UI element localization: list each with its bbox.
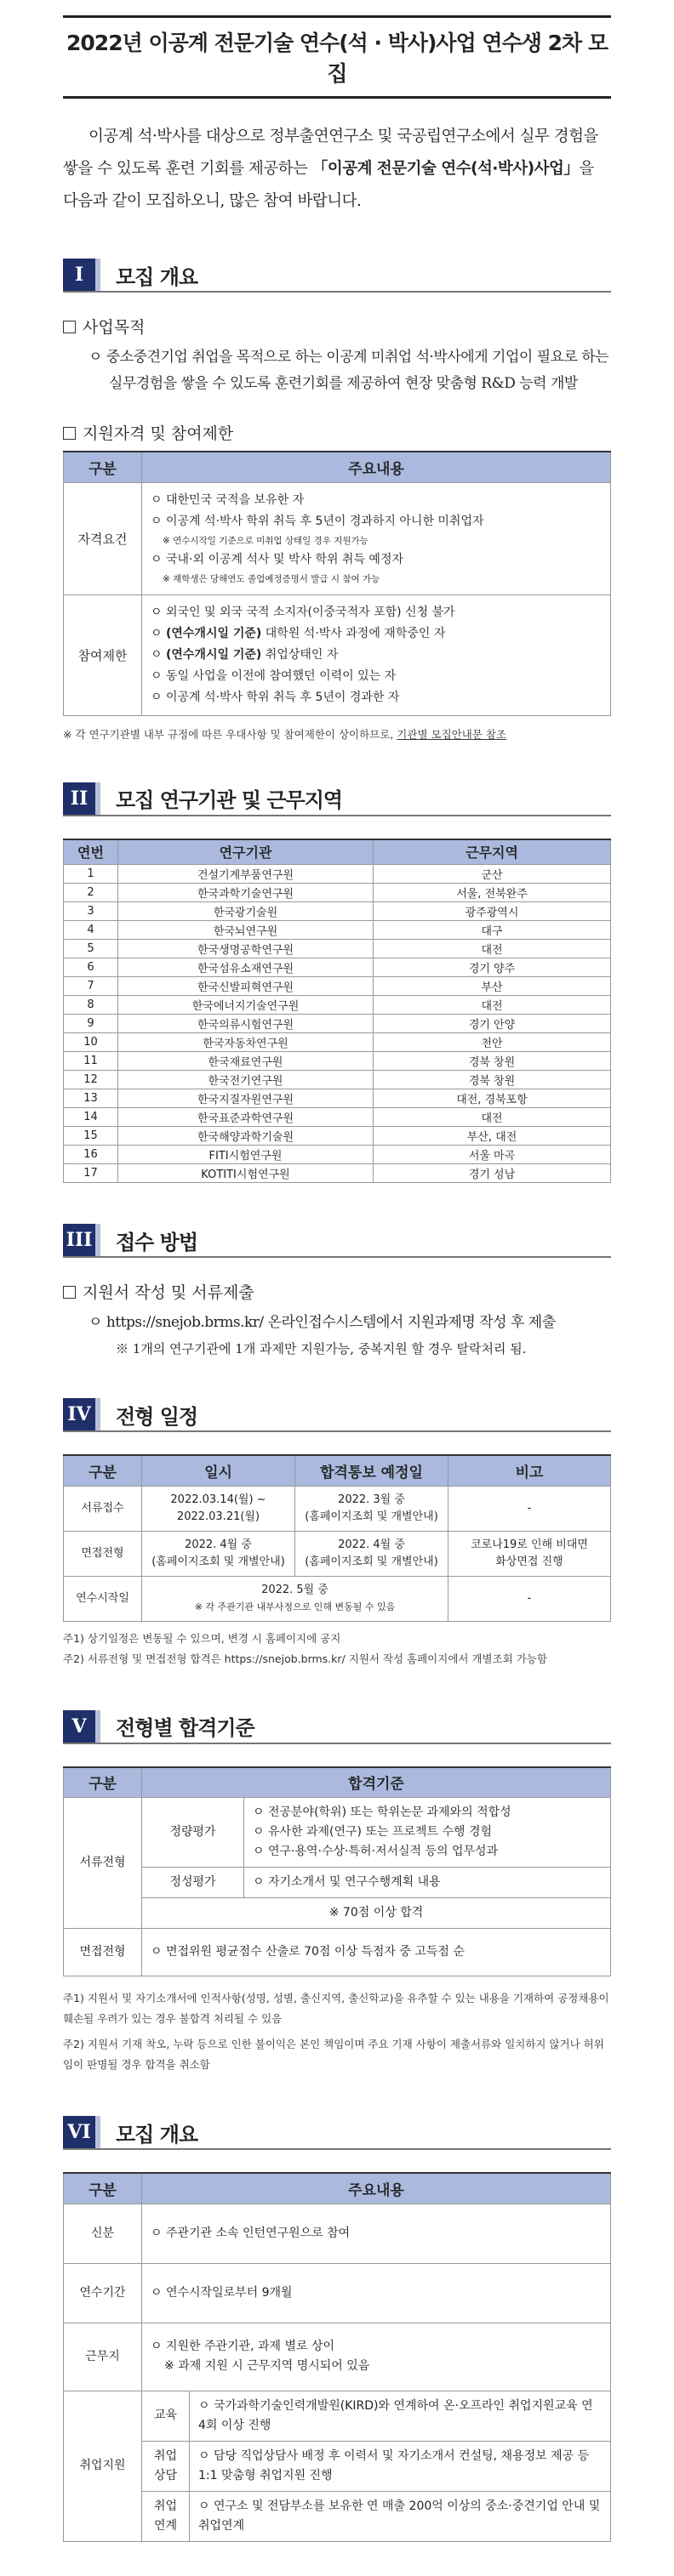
table-header: 구분 <box>64 1455 142 1486</box>
table-header: 근무지역 <box>374 839 611 865</box>
table-row <box>64 1015 611 1033</box>
list-item: ㅇ 연구·용역·수상·특허·저서실적 등의 업무성과 <box>253 1845 499 1858</box>
purpose-text: ㅇ 중소중견기업 취업을 목적으로 하는 이공계 미취업 석·박사에게 기업이 필요로 하는 실무경험을 쌓을 수 있도록 훈련기회를 제공하여 현장 맞춤형 R&D 능력 개발 <box>89 349 609 392</box>
table-row <box>64 2263 611 2323</box>
list-item: ㅇ (연수개시일 기준) 취업상태인 자 <box>151 647 339 662</box>
list-item: ㅇ 유사한 과제(연구) 또는 프로젝트 수행 경험 <box>253 1825 493 1839</box>
row-label: 연수기간 <box>64 2263 142 2323</box>
list-item: ㅇ 이공계 석·박사 학위 취득 후 5년이 경과하지 아니한 미취업자 <box>151 514 484 528</box>
schedule-notice: 2022. 3월 중 (홈페이지조회 및 개별안내) <box>295 1486 448 1531</box>
schedule-footnote-2: 주2) 서류전형 및 면접전형 합격은 https://snejob.brms.kr/ 지원서 작성 홈페이지에서 개별조회 가능함 <box>63 1652 547 1665</box>
footnote-reference: 기관별 모집안내문 참조 <box>397 727 506 741</box>
list-item: ㅇ 대한민국 국적을 보유한 자 <box>151 492 305 507</box>
note-text: ※ 과제 지원 시 근무지역 명시되어 있음 <box>164 2359 370 2373</box>
section-title: 모집 개요 <box>116 2122 198 2147</box>
checkbox-square-icon <box>63 427 76 440</box>
section-number: V <box>63 1710 100 1743</box>
page-title: 2022년 이공계 전문기술 연수(석 · 박사)사업 연수생 2차 모집 <box>66 31 608 86</box>
schedule-notice: 2022. 4월 중 (홈페이지조회 및 개별안내) <box>295 1531 448 1576</box>
sub-label: 취업 연계 <box>142 2491 190 2541</box>
row-label: 자격요건 <box>64 482 142 594</box>
apply-text: ㅇ https://snejob.brms.kr/ 온라인접수시스템에서 지원과제명 작성 후 제출 <box>89 1314 556 1331</box>
table-header: 구분 <box>64 452 142 482</box>
row-content: ㅇ 국가과학기술인력개발원(KIRD)와 연계하여 온·오프라인 취업지원교육 연 4회 이상 진행 <box>190 2391 611 2441</box>
institute-number: 12 <box>64 1071 118 1089</box>
institute-location: 부산 <box>374 977 611 996</box>
section-header-6 <box>63 2116 611 2150</box>
sub-label: 교육 <box>142 2391 190 2441</box>
table-row <box>64 2204 611 2263</box>
table-row <box>64 958 611 977</box>
table-row <box>64 1164 611 1183</box>
note-text: ※ 각 주관기관 내부사정으로 인해 변동될 수 있음 <box>194 1601 396 1612</box>
table-row <box>64 1127 611 1146</box>
table-row <box>64 1576 611 1621</box>
table-row <box>64 2491 611 2541</box>
sub-label: 취업 상담 <box>142 2441 190 2491</box>
checkbox-square-icon <box>63 1286 76 1299</box>
table-row <box>64 940 611 958</box>
institute-location: 대구 <box>374 921 611 940</box>
table-row <box>64 482 611 594</box>
row-content <box>142 594 611 715</box>
institute-name: FITI시험연구원 <box>118 1146 374 1164</box>
schedule-date: 2022. 4월 중 (홈페이지조회 및 개별안내) <box>142 1531 295 1576</box>
qualify-footnote: ※ 각 연구기관별 내부 규정에 따른 우대사항 및 참여제한이 상이하므로, 기관별 모집안내문 참조 <box>63 727 506 741</box>
row-content: ㅇ 자기소개서 및 연구수행계획 내용 <box>244 1868 611 1898</box>
table-row <box>64 865 611 884</box>
institute-name: 한국생명공학연구원 <box>118 940 374 958</box>
row-label: 취업지원 <box>64 2391 142 2541</box>
institute-name: 한국섬유소재연구원 <box>118 958 374 977</box>
institute-number: 11 <box>64 1052 118 1071</box>
row-label: 근무지 <box>64 2323 142 2391</box>
table-row <box>64 1929 611 1976</box>
table-header: 구분 <box>64 2173 142 2204</box>
section-number: IV <box>63 1398 100 1430</box>
institute-number: 5 <box>64 940 118 958</box>
institute-name: 한국에너지기술연구원 <box>118 996 374 1015</box>
institute-name: 한국표준과학연구원 <box>118 1108 374 1127</box>
institute-number: 14 <box>64 1108 118 1127</box>
intro-text-end: 을 다음과 같이 모집하오니, 많은 참여 바랍니다. <box>63 160 594 210</box>
table-header: 연구기관 <box>118 839 374 865</box>
table-row <box>64 1898 611 1929</box>
table-row <box>64 1108 611 1127</box>
pass-criteria: ※ 70점 이상 합격 <box>142 1898 611 1929</box>
row-content: ㅇ 면접위원 평균점수 산출로 70점 이상 득점자 중 고득점 순 <box>142 1929 611 1976</box>
table-row <box>64 1868 611 1898</box>
criteria-table <box>63 1766 611 1977</box>
table-row <box>64 1486 611 1531</box>
institute-name: 건설기계부품연구원 <box>118 865 374 884</box>
list-item: ㅇ (연수개시일 기준) 대학원 석·박사 과정에 재학중인 자 <box>151 626 446 640</box>
section-title: 모집 연구기관 및 근무지역 <box>116 788 343 812</box>
table-row <box>64 1071 611 1089</box>
schedule-remark: - <box>448 1486 611 1531</box>
institute-number: 6 <box>64 958 118 977</box>
list-item: ㅇ 지원한 주관기관, 과제 별로 상이 <box>151 2340 335 2353</box>
institute-name: 한국신발피혁연구원 <box>118 977 374 996</box>
section-header-1 <box>63 259 611 293</box>
table-row <box>64 884 611 902</box>
row-label: 면접전형 <box>64 1929 142 1976</box>
institute-name: KOTITI시험연구원 <box>118 1164 374 1183</box>
table-row <box>64 1531 611 1576</box>
subheading-purpose <box>63 315 611 338</box>
institute-number: 13 <box>64 1089 118 1108</box>
intro-program-name: 「이공계 전문기술 연수(석·박사)사업」 <box>311 160 580 178</box>
list-item: ㅇ 국내·외 이공계 석사 및 박사 학위 취득 예정자 <box>151 552 404 566</box>
section-number: III <box>63 1224 100 1256</box>
section-number: II <box>63 782 100 815</box>
institute-number: 16 <box>64 1146 118 1164</box>
table-header: 구분 <box>64 1767 142 1798</box>
row-label: 서류접수 <box>64 1486 142 1531</box>
intro-paragraph <box>63 121 611 218</box>
institute-name: 한국지질자원연구원 <box>118 1089 374 1108</box>
table-header: 연번 <box>64 839 118 865</box>
table-row <box>64 1033 611 1052</box>
list-item: ㅇ 이공계 석·박사 학위 취득 후 5년이 경과한 자 <box>151 690 400 704</box>
apply-note: ※ 1개의 연구기관에 1개 과제만 지원가능, 중복지원 할 경우 탈락처리 됨. <box>116 1341 527 1356</box>
subheading-qualify <box>63 421 611 444</box>
institute-number: 9 <box>64 1015 118 1033</box>
list-item: ㅇ 동일 사업을 이전에 참여했던 이력이 있는 자 <box>151 668 397 683</box>
schedule-remark: - <box>448 1576 611 1621</box>
section-header-2 <box>63 782 611 816</box>
note-text: ※ 연수시작일 기준으로 미취업 상태일 경우 지원가능 <box>163 535 368 546</box>
subheading-text: 지원자격 및 참여제한 <box>83 424 234 443</box>
institute-number: 1 <box>64 865 118 884</box>
institute-location: 대전 <box>374 1108 611 1127</box>
title-box <box>63 15 611 99</box>
institute-name: 한국과학기술연구원 <box>118 884 374 902</box>
institute-location: 경북 창원 <box>374 1071 611 1089</box>
table-header: 주요내용 <box>142 452 611 482</box>
row-content <box>244 1798 611 1868</box>
section-title: 전형별 합격기준 <box>116 1716 254 1740</box>
table-row <box>64 2391 611 2441</box>
institute-location: 서울, 전북완주 <box>374 884 611 902</box>
institute-name: 한국뇌연구원 <box>118 921 374 940</box>
subheading-text: 사업목적 <box>83 318 146 337</box>
section-number: I <box>63 259 100 291</box>
institute-location: 경북 창원 <box>374 1052 611 1071</box>
table-header: 일시 <box>142 1455 295 1486</box>
overview-table <box>63 2172 611 2542</box>
institute-name: 한국자동차연구원 <box>118 1033 374 1052</box>
institute-location: 경기 안양 <box>374 1015 611 1033</box>
section-title: 모집 개요 <box>116 264 198 289</box>
institute-name: 한국전기연구원 <box>118 1071 374 1089</box>
institute-number: 15 <box>64 1127 118 1146</box>
criteria-footnote-1: 주1) 지원서 및 자기소개서에 인적사항(성명, 성별, 출신지역, 출신학교)을 유추할 수 있는 내용을 기재하여 공정채용이 훼손될 우려가 있는 경우 불합격 처리될 수 있음 <box>63 1992 609 2025</box>
institute-location: 대전 <box>374 940 611 958</box>
subheading-text: 지원서 작성 및 서류제출 <box>83 1283 254 1302</box>
institute-location: 서울 마곡 <box>374 1146 611 1164</box>
section-header-3 <box>63 1224 611 1258</box>
institute-name: 한국광기술원 <box>118 902 374 921</box>
institute-name: 한국재료연구원 <box>118 1052 374 1071</box>
table-row <box>64 1798 611 1868</box>
row-content <box>142 2323 611 2391</box>
intro-text: 이공계 석·박사를 대상으로 정부출연연구소 및 국공립연구소에서 실무 경험을 쌓을 수 있도록 훈련 기회를 제공하는 <box>63 128 598 178</box>
list-item: ㅇ 전공분야(학위) 또는 학위논문 과제와의 적합성 <box>253 1805 511 1819</box>
row-label: 연수시작일 <box>64 1576 142 1621</box>
institute-location: 대전, 경북포항 <box>374 1089 611 1108</box>
institute-number: 8 <box>64 996 118 1015</box>
row-content: ㅇ 연수시작일로부터 9개월 <box>142 2263 611 2323</box>
table-row <box>64 2323 611 2391</box>
institute-name: 한국의류시험연구원 <box>118 1015 374 1033</box>
row-label: 면접전형 <box>64 1531 142 1576</box>
sub-label: 정성평가 <box>142 1868 244 1898</box>
table-row <box>64 902 611 921</box>
schedule-footnote-1: 주1) 상기일정은 변동될 수 있으며, 변경 시 홈페이지에 공지 <box>63 1631 341 1645</box>
section-header-4 <box>63 1398 611 1432</box>
section-title: 접수 방법 <box>116 1230 198 1254</box>
table-header: 주요내용 <box>142 2173 611 2204</box>
schedule-table <box>63 1454 611 1622</box>
institute-number: 3 <box>64 902 118 921</box>
institute-location: 군산 <box>374 865 611 884</box>
checkbox-square-icon <box>63 321 76 333</box>
table-header: 비고 <box>448 1455 611 1486</box>
institute-number: 17 <box>64 1164 118 1183</box>
table-row <box>64 996 611 1015</box>
qualification-table <box>63 451 611 716</box>
table-row <box>64 594 611 715</box>
table-row <box>64 2441 611 2491</box>
table-header: 합격기준 <box>142 1767 611 1798</box>
schedule-start: 2022. 5월 중 ※ 각 주관기관 내부사정으로 인해 변동될 수 있음 <box>142 1576 448 1621</box>
row-content: ㅇ 담당 직업상담사 배정 후 이력서 및 자기소개서 컨설팅, 채용정보 제공 등 1:1 맞춤형 취업지원 진행 <box>190 2441 611 2491</box>
row-label: 참여제한 <box>64 594 142 715</box>
row-content <box>142 482 611 594</box>
sub-label: 정량평가 <box>142 1798 244 1868</box>
institute-location: 경기 성남 <box>374 1164 611 1183</box>
note-text: ※ 재학생은 당해연도 졸업예정증명서 발급 시 참여 가능 <box>163 573 380 584</box>
row-content: ㅇ 주관기관 소속 인턴연구원으로 참여 <box>142 2204 611 2263</box>
institute-number: 7 <box>64 977 118 996</box>
table-row <box>64 1052 611 1071</box>
list-item: ㅇ 외국인 및 외국 국적 소지자(이중국적자 포함) 신청 불가 <box>151 605 455 619</box>
section-header-5 <box>63 1710 611 1744</box>
subheading-apply <box>63 1280 611 1303</box>
institute-number: 10 <box>64 1033 118 1052</box>
institute-location: 경기 양주 <box>374 958 611 977</box>
institute-location: 대전 <box>374 996 611 1015</box>
institute-number: 4 <box>64 921 118 940</box>
table-row <box>64 1089 611 1108</box>
table-row <box>64 921 611 940</box>
section-title: 전형 일정 <box>116 1404 198 1429</box>
schedule-remark: 코로나19로 인해 비대면 화상면접 진행 <box>448 1531 611 1576</box>
section-number: VI <box>63 2116 100 2148</box>
criteria-footnote-2: 주2) 지원서 기재 착오, 누락 등으로 인한 불이익은 본인 책임이며 주요 기재 사항이 제출서류와 일치하지 않거나 허위임이 판명될 경우 합격을 취소함 <box>63 2038 604 2071</box>
institute-table <box>63 839 611 1184</box>
schedule-date: 2022.03.14(월) ~ 2022.03.21(월) <box>142 1486 295 1531</box>
table-row <box>64 1146 611 1164</box>
row-label: 신분 <box>64 2204 142 2263</box>
row-label: 서류전형 <box>64 1798 142 1929</box>
institute-name: 한국해양과학기술원 <box>118 1127 374 1146</box>
institute-location: 부산, 대전 <box>374 1127 611 1146</box>
institute-number: 2 <box>64 884 118 902</box>
row-content: ㅇ 연구소 및 전담부소를 보유한 연 매출 200억 이상의 중소·중견기업 안내 및 취업연계 <box>190 2491 611 2541</box>
table-header: 합격통보 예정일 <box>295 1455 448 1486</box>
institute-location: 광주광역시 <box>374 902 611 921</box>
institute-location: 천안 <box>374 1033 611 1052</box>
table-row <box>64 977 611 996</box>
